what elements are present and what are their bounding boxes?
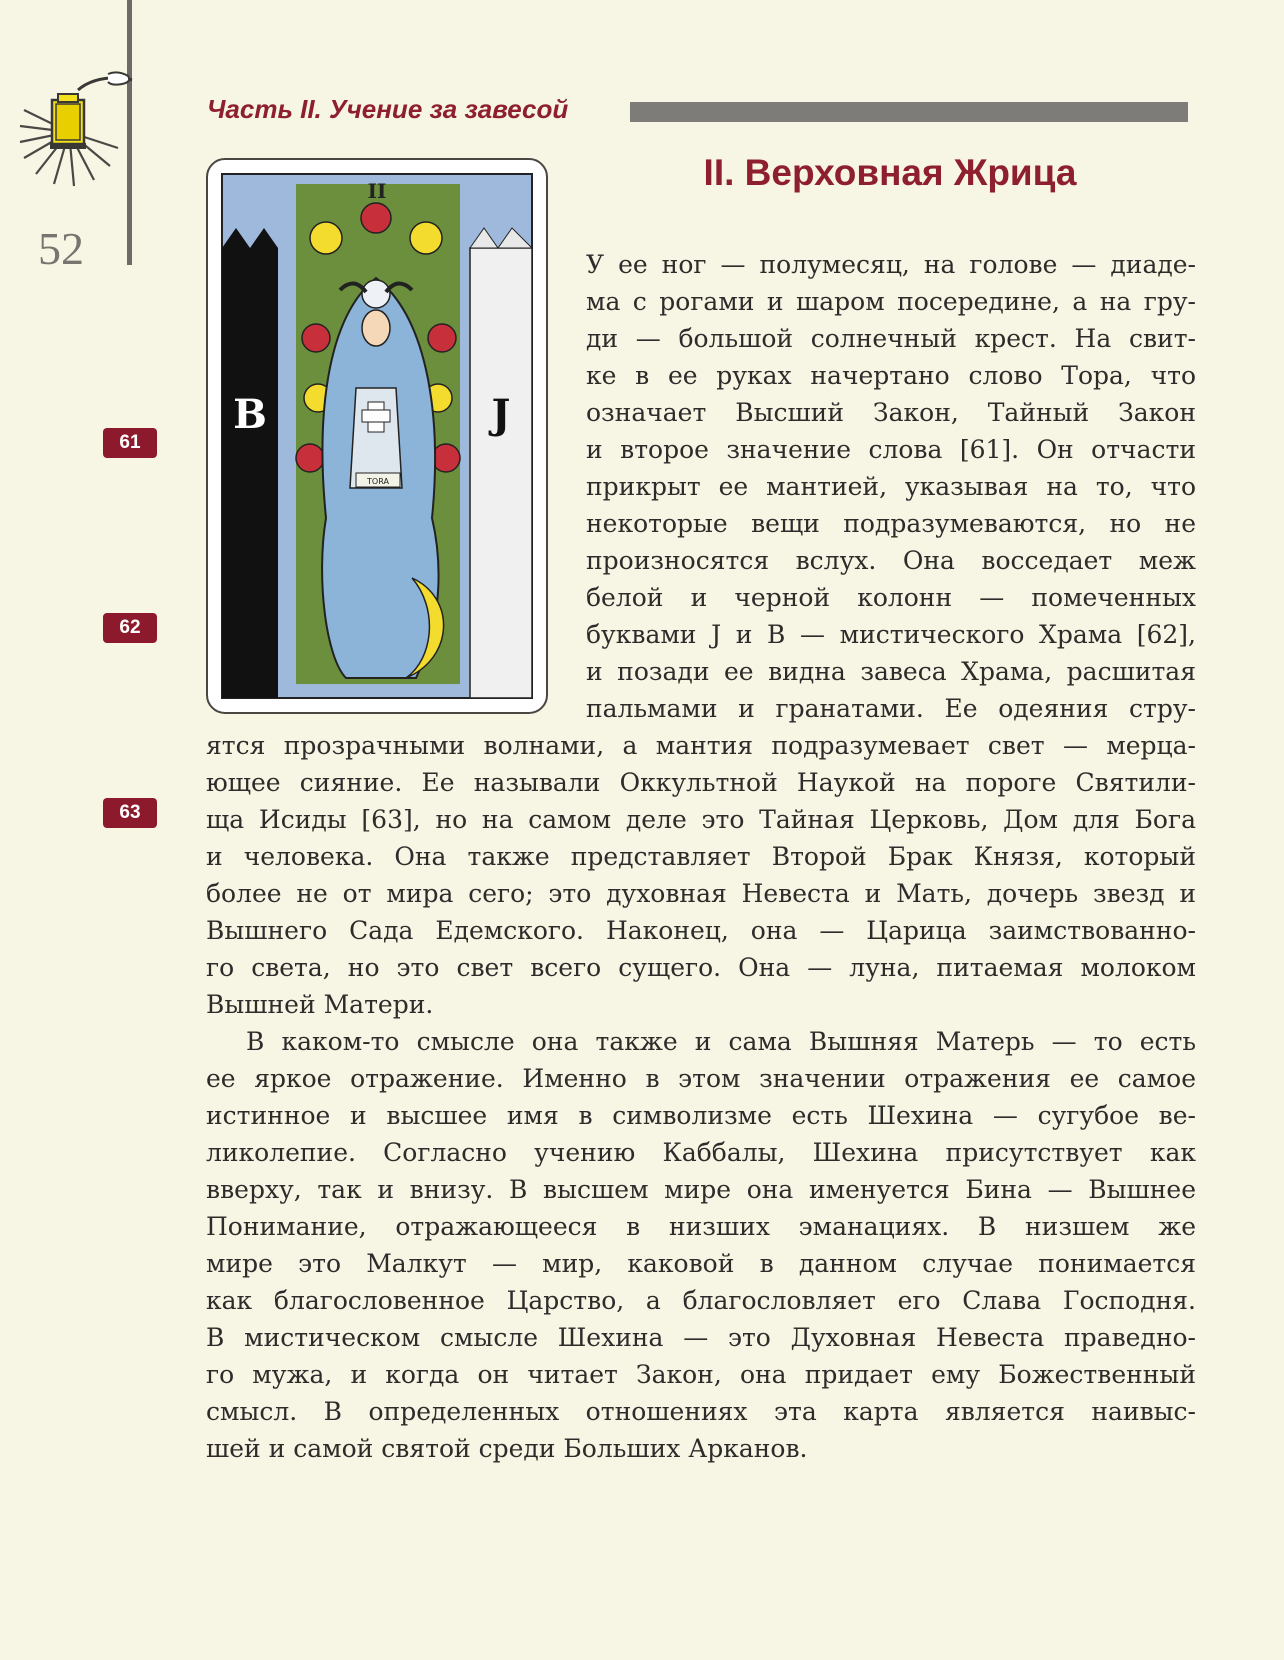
card-scroll-text: TORA xyxy=(367,477,389,486)
text-line: го мужа, и когда он читает Закон, она придает ему Божественный xyxy=(206,1360,1196,1389)
text-line: мире это Малкут — мир, каковой в данном случае понимается xyxy=(206,1249,1196,1278)
card-pillar-b: B xyxy=(233,391,267,438)
text-line: шей и самой святой среди Больших Арканов. xyxy=(206,1434,808,1463)
text-line: ди — большой солнечный крест. На свит- xyxy=(586,324,1196,353)
paragraph-2 xyxy=(206,1023,1196,1467)
text-line: го света, но это свет всего сущего. Она — луна, питаемая молоком xyxy=(206,953,1196,982)
margin-ref-badge: 63 xyxy=(103,798,157,828)
text-line: более не от мира сего; это духовная Невеста и Мать, дочерь звезд и xyxy=(206,879,1196,908)
card-pillar-j: J xyxy=(491,391,511,438)
text-line: пальмами и гранатами. Ее одеяния стру- xyxy=(586,694,1196,723)
text-line: и человека. Она также представляет Второй Брак Князя, который xyxy=(206,842,1196,871)
text-line: произносятся вслух. Она восседает меж xyxy=(586,546,1196,575)
text-line: означает Высший Закон, Тайный Закон xyxy=(586,398,1196,427)
text-line: В каком-то смысле она также и сама Вышняя Матерь — то есть xyxy=(246,1027,1196,1056)
card-numeral: II xyxy=(367,179,387,203)
text-line: смысл. В определенных отношениях эта карта является наивыс- xyxy=(206,1397,1196,1426)
text-line: У ее ног — полумесяц, на голове — диаде- xyxy=(586,250,1196,279)
text-line: ятся прозрачными волнами, а мантия подразумевает свет — мерца- xyxy=(206,731,1196,760)
text-line: истинное и высшее имя в символизме есть Шехина — сугубое ве- xyxy=(206,1101,1196,1130)
section-header: Часть II. Учение за завесой xyxy=(207,94,569,124)
text-line: и второе значение слова [61]. Он отчасти xyxy=(586,435,1196,464)
body-text xyxy=(206,246,1196,1467)
page-number: 52 xyxy=(38,223,84,274)
margin-ref-badge: 61 xyxy=(103,428,157,458)
lamp-icon xyxy=(14,70,144,200)
chapter-title: II. Верховная Жрица xyxy=(703,152,1077,193)
text-line: прикрыт ее мантией, указывая на то, что xyxy=(586,472,1196,501)
text-line: Вышнего Сада Едемского. Наконец, она — Царица заимствованно- xyxy=(206,916,1196,945)
text-line: белой и черной колонн — помеченных xyxy=(586,583,1196,612)
text-line: ющее сияние. Ее называли Оккультной Наукой на пороге Святили- xyxy=(206,768,1196,797)
text-line: и позади ее видна завеса Храма, расшитая xyxy=(586,657,1196,686)
text-line: ке в ее руках начертано слово Тора, что xyxy=(586,361,1196,390)
text-line: ликолепие. Согласно учению Каббалы, Шехина присутствует как xyxy=(206,1138,1196,1167)
margin-ref-badge: 62 xyxy=(103,613,157,643)
text-line: некоторые вещи подразумеваются, но не xyxy=(586,509,1196,538)
text-line: как благословенное Царство, а благословляет его Слава Господня. xyxy=(206,1286,1196,1315)
text-line: буквами J и B — мистического Храма [62], xyxy=(586,620,1196,649)
text-line: Вышней Матери. xyxy=(206,990,434,1019)
text-line: вверху, так и внизу. В высшем мире она именуется Бина — Вышнее xyxy=(206,1175,1196,1204)
text-line: ма с рогами и шаром посередине, а на гру- xyxy=(586,287,1196,316)
text-line: Понимание, отражающееся в низших эманациях. В низшем же xyxy=(206,1212,1196,1241)
text-line: ее яркое отражение. Именно в этом значении отражения ее самое xyxy=(206,1064,1196,1093)
text-line: ща Исиды [63], но на самом деле это Тайная Церковь, Дом для Бога xyxy=(206,805,1196,834)
paragraph-1 xyxy=(206,246,1196,1023)
section-bar xyxy=(630,102,1188,122)
text-line: В мистическом смысле Шехина — это Духовная Невеста праведно- xyxy=(206,1323,1196,1352)
